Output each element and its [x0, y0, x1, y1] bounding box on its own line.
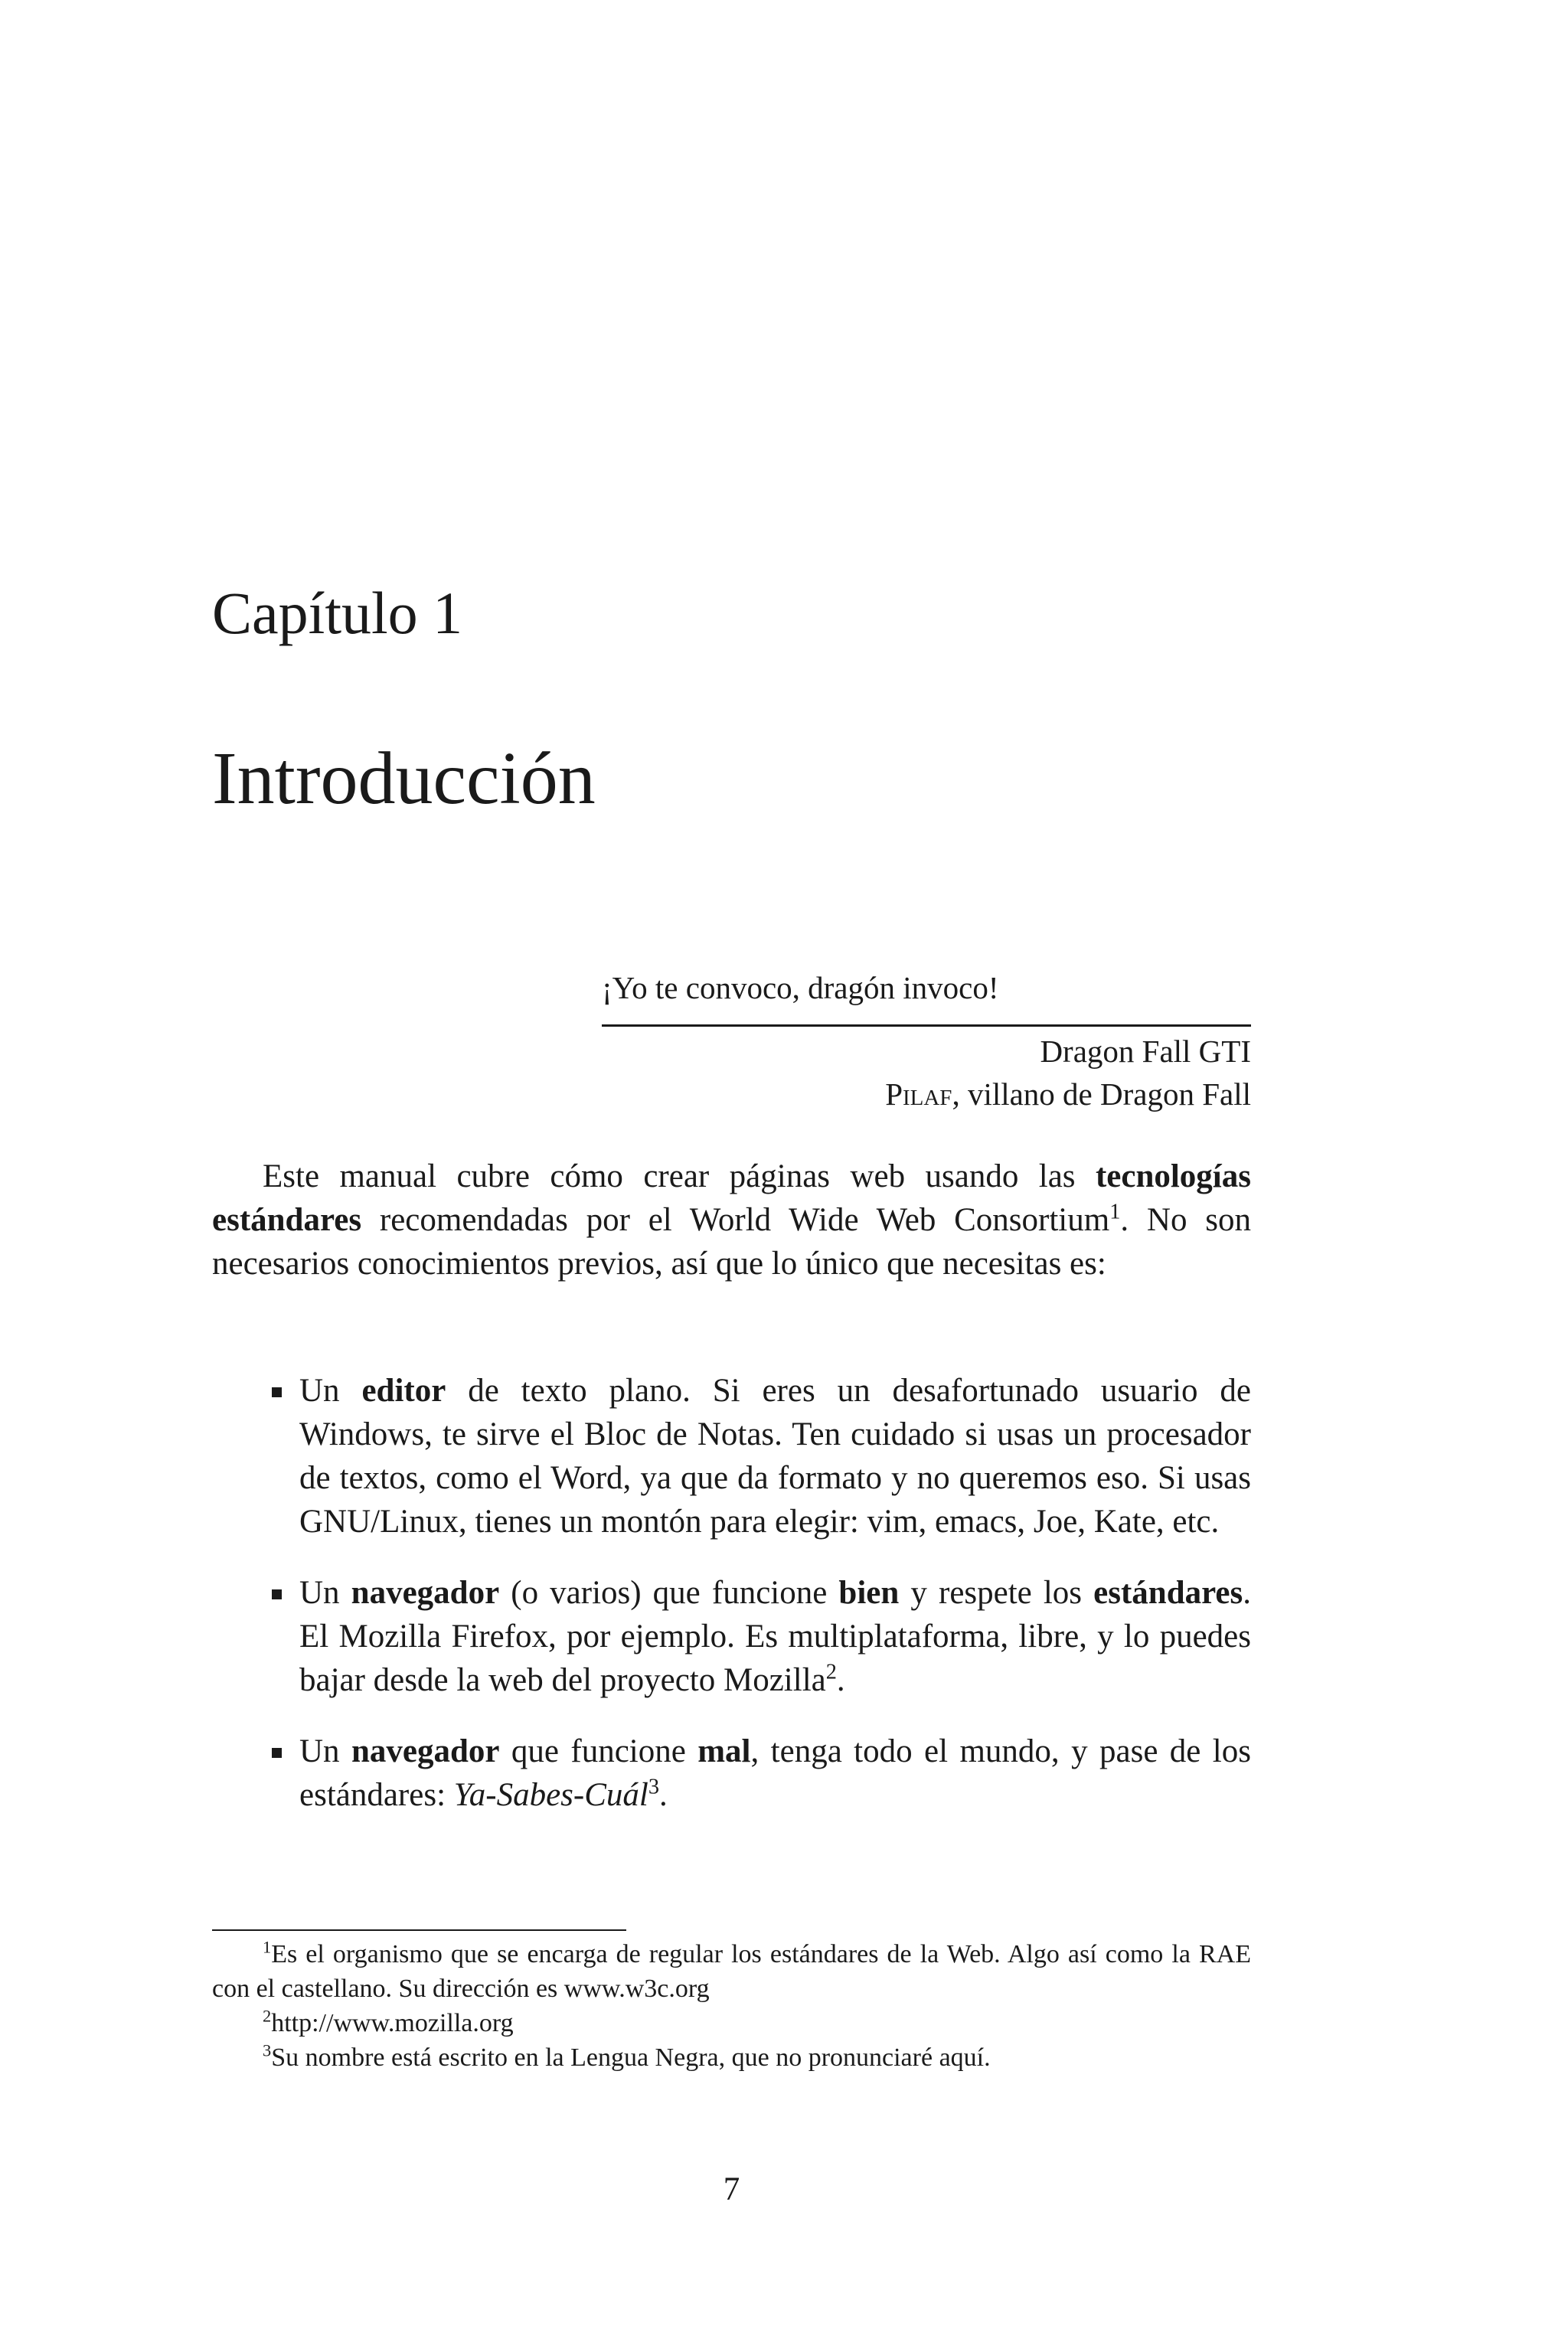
epigraph-author-rest: , villano de Dragon Fall — [952, 1076, 1251, 1112]
footnote-mark: 3 — [263, 2040, 272, 2060]
intro-bold-1: tecnologías estándares — [212, 1158, 1251, 1238]
footnote-text: Su nombre está escrito en la Lengua Negra, que no pronunciaré aquí. — [271, 2043, 991, 2072]
list-item-text: , tenga todo el mundo, y pase de los estándares: — [299, 1733, 1251, 1813]
bullet-icon — [272, 1387, 282, 1397]
footnote-ref-3[interactable]: 3 — [648, 1775, 660, 1799]
footnote-ref-2[interactable]: 2 — [825, 1660, 837, 1684]
list-item-text: Un — [299, 1733, 351, 1769]
list-item-text: Un — [299, 1373, 362, 1409]
intro-text-3: . No son necesarios conocimientos previos, así que lo único que necesitas es: — [212, 1202, 1251, 1282]
epigraph-author-name: Pilaf — [885, 1076, 952, 1112]
list-item-bold: estándares — [1093, 1575, 1243, 1611]
list-item-text: (o varios) que funcione — [499, 1575, 839, 1611]
list-item-text: de texto plano. Si eres un desafortunado usuario de Windows, te sirve el Bloc de Notas. Ten cuidado si usas un procesador de textos, como el Word, ya que da formato y no queremos eso. Si usas GNU/Linux, tienes un montón para elegir: vim, emacs, Joe, Kate, etc. — [299, 1373, 1251, 1540]
list-item-text: que funcione — [499, 1733, 698, 1769]
chapter-label: Capítulo 1 — [212, 580, 463, 646]
list-item-bold: editor — [361, 1373, 446, 1409]
footnote-1 — [212, 1937, 1251, 2006]
list-item-text: Un — [299, 1575, 351, 1611]
list-item-text: . El Mozilla Firefox, por ejemplo. Es multiplataforma, libre, y lo puedes bajar desde la web del proyecto Mozilla — [299, 1575, 1251, 1698]
list-item-bold: navegador — [351, 1575, 500, 1611]
footnote-3 — [212, 2040, 1251, 2075]
list-item-bold: navegador — [351, 1733, 500, 1769]
list-item-bold: mal — [697, 1733, 751, 1769]
footnote-2 — [212, 2006, 1251, 2040]
footnote-mark: 1 — [263, 1937, 272, 1957]
epigraph — [602, 966, 1251, 1116]
footnote-rule — [212, 1929, 626, 1931]
list-item-text: . — [836, 1662, 845, 1698]
epigraph-author — [602, 1073, 1251, 1116]
footnote-link[interactable]: http://www.mozilla.org — [271, 2009, 514, 2037]
intro-text-2: recomendadas por el World Wide Web Consortium — [361, 1202, 1110, 1238]
footnotes — [212, 1937, 1251, 2075]
footnote-text: Es el organismo que se encarga de regular los estándares de la Web. Algo así como la RAE con el castellano. Su dirección es www.w3c.org — [212, 1940, 1251, 2003]
footnote-mark: 2 — [263, 2006, 272, 2026]
list-item — [212, 1571, 1251, 1702]
epigraph-quote: ¡Yo te convoco, dragón invoco! — [602, 970, 999, 1005]
list-item-italic: Ya-Sabes-Cuál — [453, 1777, 648, 1813]
footnote-ref-1[interactable]: 1 — [1109, 1200, 1121, 1224]
intro-text-1: Este manual cubre cómo crear páginas web usando las — [263, 1158, 1096, 1194]
requirements-list — [212, 1369, 1251, 1844]
bullet-icon — [272, 1748, 282, 1758]
bullet-icon — [272, 1589, 282, 1599]
epigraph-work: Dragon Fall GTI — [1040, 1034, 1251, 1069]
list-item-bold: bien — [838, 1575, 900, 1611]
list-item-text: . — [659, 1777, 668, 1813]
list-item-text: y respete los — [899, 1575, 1094, 1611]
chapter-title: Introducción — [212, 737, 596, 820]
epigraph-rule — [602, 1024, 1251, 1027]
page-number: 7 — [723, 2171, 740, 2207]
intro-paragraph — [212, 1155, 1251, 1285]
list-item — [212, 1369, 1251, 1544]
list-item — [212, 1730, 1251, 1817]
